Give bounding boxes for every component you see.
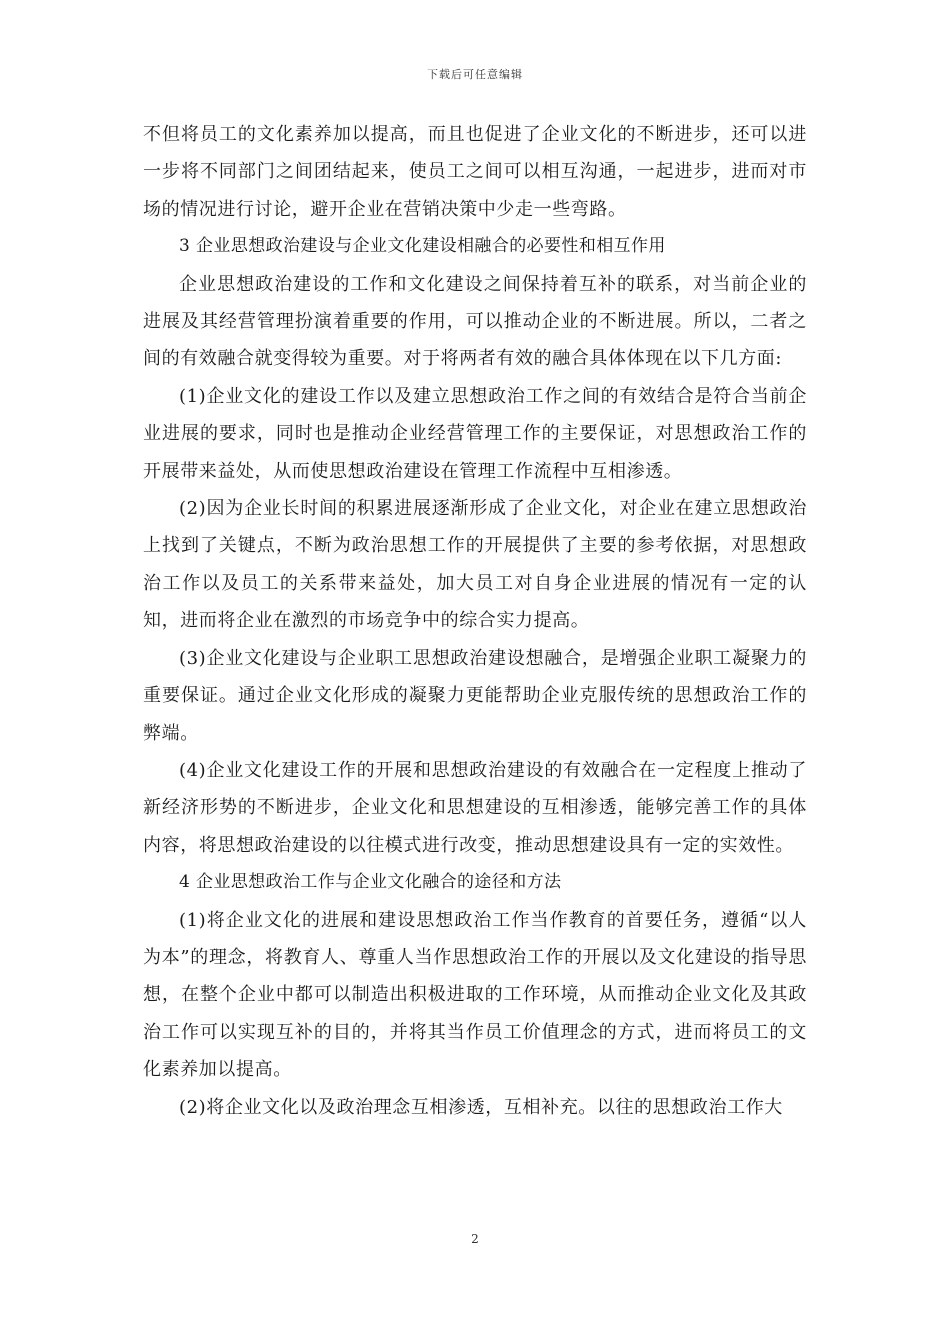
- paragraph: (2)将企业文化以及政治理念互相渗透，互相补充。以往的思想政治工作大: [179, 1096, 783, 1118]
- paragraph: (3)企业文化建设与企业职工思想政治建设想融合，是增强企业职工凝聚力的重要保证。通过企业文化形成的凝聚力更能帮助企业克服传统的思想政治工作的弊端。: [143, 647, 807, 744]
- paragraph: 企业思想政治建设的工作和文化建设之间保持着互补的联系，对当前企业的进展及其经营管理扮演着重要的作用，可以推动企业的不断进展。所以，二者之间的有效融合就变得较为重要。对于将两者有效的融合具体体现在以下几方面:: [143, 273, 807, 370]
- page-header: 下载后可任意编辑: [427, 68, 523, 81]
- section-heading-3: 3 企业思想政治建设与企业文化建设相融合的必要性和相互作用: [179, 236, 666, 257]
- paragraph: (1)将企业文化的进展和建设思想政治工作当作教育的首要任务，遵循“以人为本”的理念，将教育人、尊重人当作思想政治工作的开展以及文化建设的指导思想，在整个企业中都可以制造出积极进取的工作环境，从而推动企业文化及其政治工作可以实现互补的目的，并将其当作员工价值理念的方式，进而将员工的文化素养加以提高。: [143, 909, 807, 1081]
- body-text: [143, 116, 807, 1126]
- section-heading-4: 4 企业思想政治工作与企业文化融合的途径和方法: [179, 872, 562, 893]
- page-number: 2: [471, 1232, 479, 1246]
- paragraph: (2)因为企业长时间的积累进展逐渐形成了企业文化，对企业在建立思想政治上找到了关键点，不断为政治思想工作的开展提供了主要的参考依据，对思想政治工作以及员工的关系带来益处，加大员工对自身企业进展的情况有一定的认知，进而将企业在激烈的市场竞争中的综合实力提高。: [143, 498, 807, 632]
- paragraph: (1)企业文化的建设工作以及建立思想政治工作之间的有效结合是符合当前企业进展的要求，同时也是推动企业经营管理工作的主要保证，对思想政治工作的开展带来益处，从而使思想政治建设在管理工作流程中互相渗透。: [143, 385, 807, 482]
- paragraph: (4)企业文化建设工作的开展和思想政治建设的有效融合在一定程度上推动了新经济形势的不断进步，企业文化和思想建设的互相渗透，能够完善工作的具体内容，将思想政治建设的以往模式进行改变，推动思想建设具有一定的实效性。: [143, 759, 807, 856]
- paragraph-continued: 不但将员工的文化素养加以提高，而且也促进了企业文化的不断进步，还可以进一步将不同部门之间团结起来，使员工之间可以相互沟通，一起进步，进而对市场的情况进行讨论，避开企业在营销决策中少走一些弯路。: [143, 124, 807, 220]
